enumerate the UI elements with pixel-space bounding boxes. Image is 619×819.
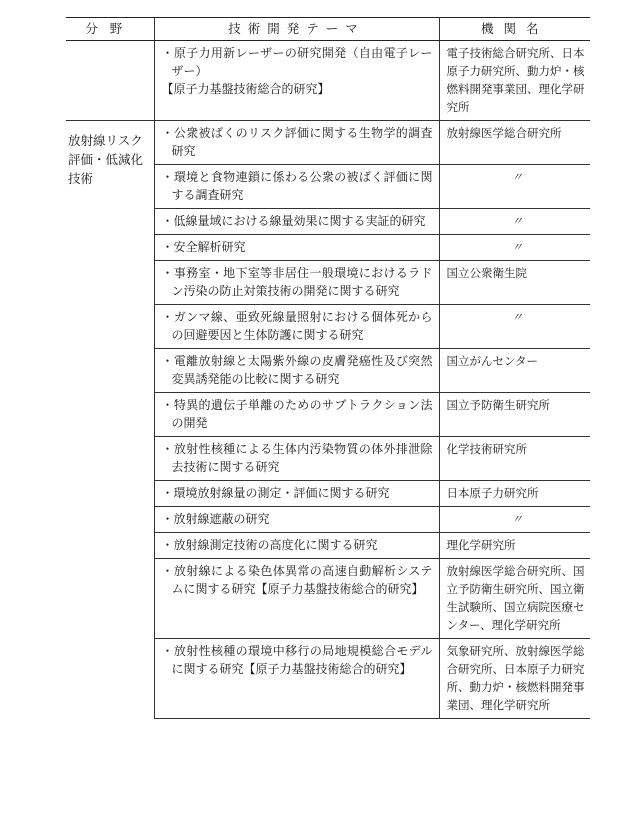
org-cell	[439, 235, 590, 261]
theme-text: ・事務室・地下室等非居住一般環境におけるラドン汚染の防止対策技術の開発に関する研究	[161, 266, 433, 298]
theme-note: 【原子力基盤技術総合的研究】	[161, 82, 330, 96]
theme-cell	[154, 349, 439, 393]
theme-text: ・環境放射線量の測定・評価に関する研究	[161, 486, 390, 500]
org-cell: 国立予防衛生研究所	[439, 393, 590, 437]
theme-text: ・放射性核種の環境中移行の局地規模総合モデルに関する研究【原子力基盤技術総合的研究】	[161, 644, 433, 676]
org-cell: 気象研究所、放射線医学総合研究所、日本原子力研究所、動力炉・核燃料開発事業団、理化学研究所	[439, 639, 590, 719]
theme-text: ・低線量域における線量効果に関する実証的研究	[161, 214, 426, 228]
theme-cell	[154, 41, 439, 121]
theme-cell	[154, 261, 439, 305]
theme-cell	[154, 481, 439, 507]
org-cell: 国立がんセンター	[439, 349, 590, 393]
org-cell: 日本原子力研究所	[439, 481, 590, 507]
research-theme-table	[66, 17, 590, 719]
field-cell-empty	[66, 41, 154, 121]
theme-text: ・放射線測定技術の高度化に関する研究	[161, 538, 378, 552]
theme-cell	[154, 165, 439, 209]
theme-cell	[154, 209, 439, 235]
org-cell	[439, 209, 590, 235]
org-cell: 放射線医学総合研究所、国立予防衛生研究所、国立衛生試験所、国立病院医療センター、理化学研究所	[439, 559, 590, 639]
org-cell: 理化学研究所	[439, 533, 590, 559]
ditto-mark: 〃	[511, 240, 523, 254]
theme-cell	[154, 559, 439, 639]
theme-text: ・ガンマ線、亜致死線量照射における個体死からの回避要因と生体防護に関する研究	[161, 310, 433, 342]
table-row	[66, 41, 590, 121]
org-cell: 国立公衆衛生院	[439, 261, 590, 305]
theme-cell	[154, 533, 439, 559]
header-theme: 技術開発テーマ	[154, 18, 439, 41]
ditto-mark: 〃	[511, 170, 523, 184]
theme-text: ・放射性核種による生体内汚染物質の体外排泄除去技術に関する研究	[161, 442, 433, 474]
org-cell	[439, 305, 590, 349]
org-cell	[439, 165, 590, 209]
theme-cell	[154, 235, 439, 261]
theme-cell	[154, 121, 439, 165]
header-field: 分野	[66, 18, 154, 41]
table-header-row	[66, 18, 590, 41]
theme-text: ・電離放射線と太陽紫外線の皮膚発癌性及び突然変異誘発能の比較に関する研究	[161, 354, 433, 386]
org-cell: 放射線医学総合研究所	[439, 121, 590, 165]
theme-cell	[154, 639, 439, 719]
theme-cell	[154, 393, 439, 437]
header-org: 機関名	[439, 18, 590, 41]
field-cell-risk: 放射線リスク評価・低減化技術	[68, 133, 144, 186]
org-cell	[439, 507, 590, 533]
theme-text: ・公衆被ばくのリスク評価に関する生物学的調査研究	[161, 126, 433, 158]
ditto-mark: 〃	[511, 512, 523, 526]
theme-text: ・放射線遮蔽の研究	[161, 512, 270, 526]
theme-text: ・放射線による染色体異常の高速自動解析システムに関する研究【原子力基盤技術総合的研究】	[161, 564, 433, 596]
theme-text: ・特異的遺伝子単離のためのサブトラクション法の開発	[161, 398, 433, 430]
org-cell: 化学技術研究所	[439, 437, 590, 481]
theme-text: ・原子力用新レーザーの研究開発（自由電子レーザー）	[161, 46, 433, 78]
theme-cell	[154, 305, 439, 349]
theme-text: ・安全解析研究	[161, 240, 246, 254]
theme-cell	[154, 507, 439, 533]
org-cell: 電子技術総合研究所、日本原子力研究所、動力炉・核燃料開発事業団、理化学研究所	[439, 41, 590, 121]
ditto-mark: 〃	[511, 310, 523, 324]
ditto-mark: 〃	[511, 214, 523, 228]
table-row	[66, 121, 590, 165]
theme-cell	[154, 437, 439, 481]
theme-text: ・環境と食物連鎖に係わる公衆の被ばく評価に関する調査研究	[161, 170, 433, 202]
